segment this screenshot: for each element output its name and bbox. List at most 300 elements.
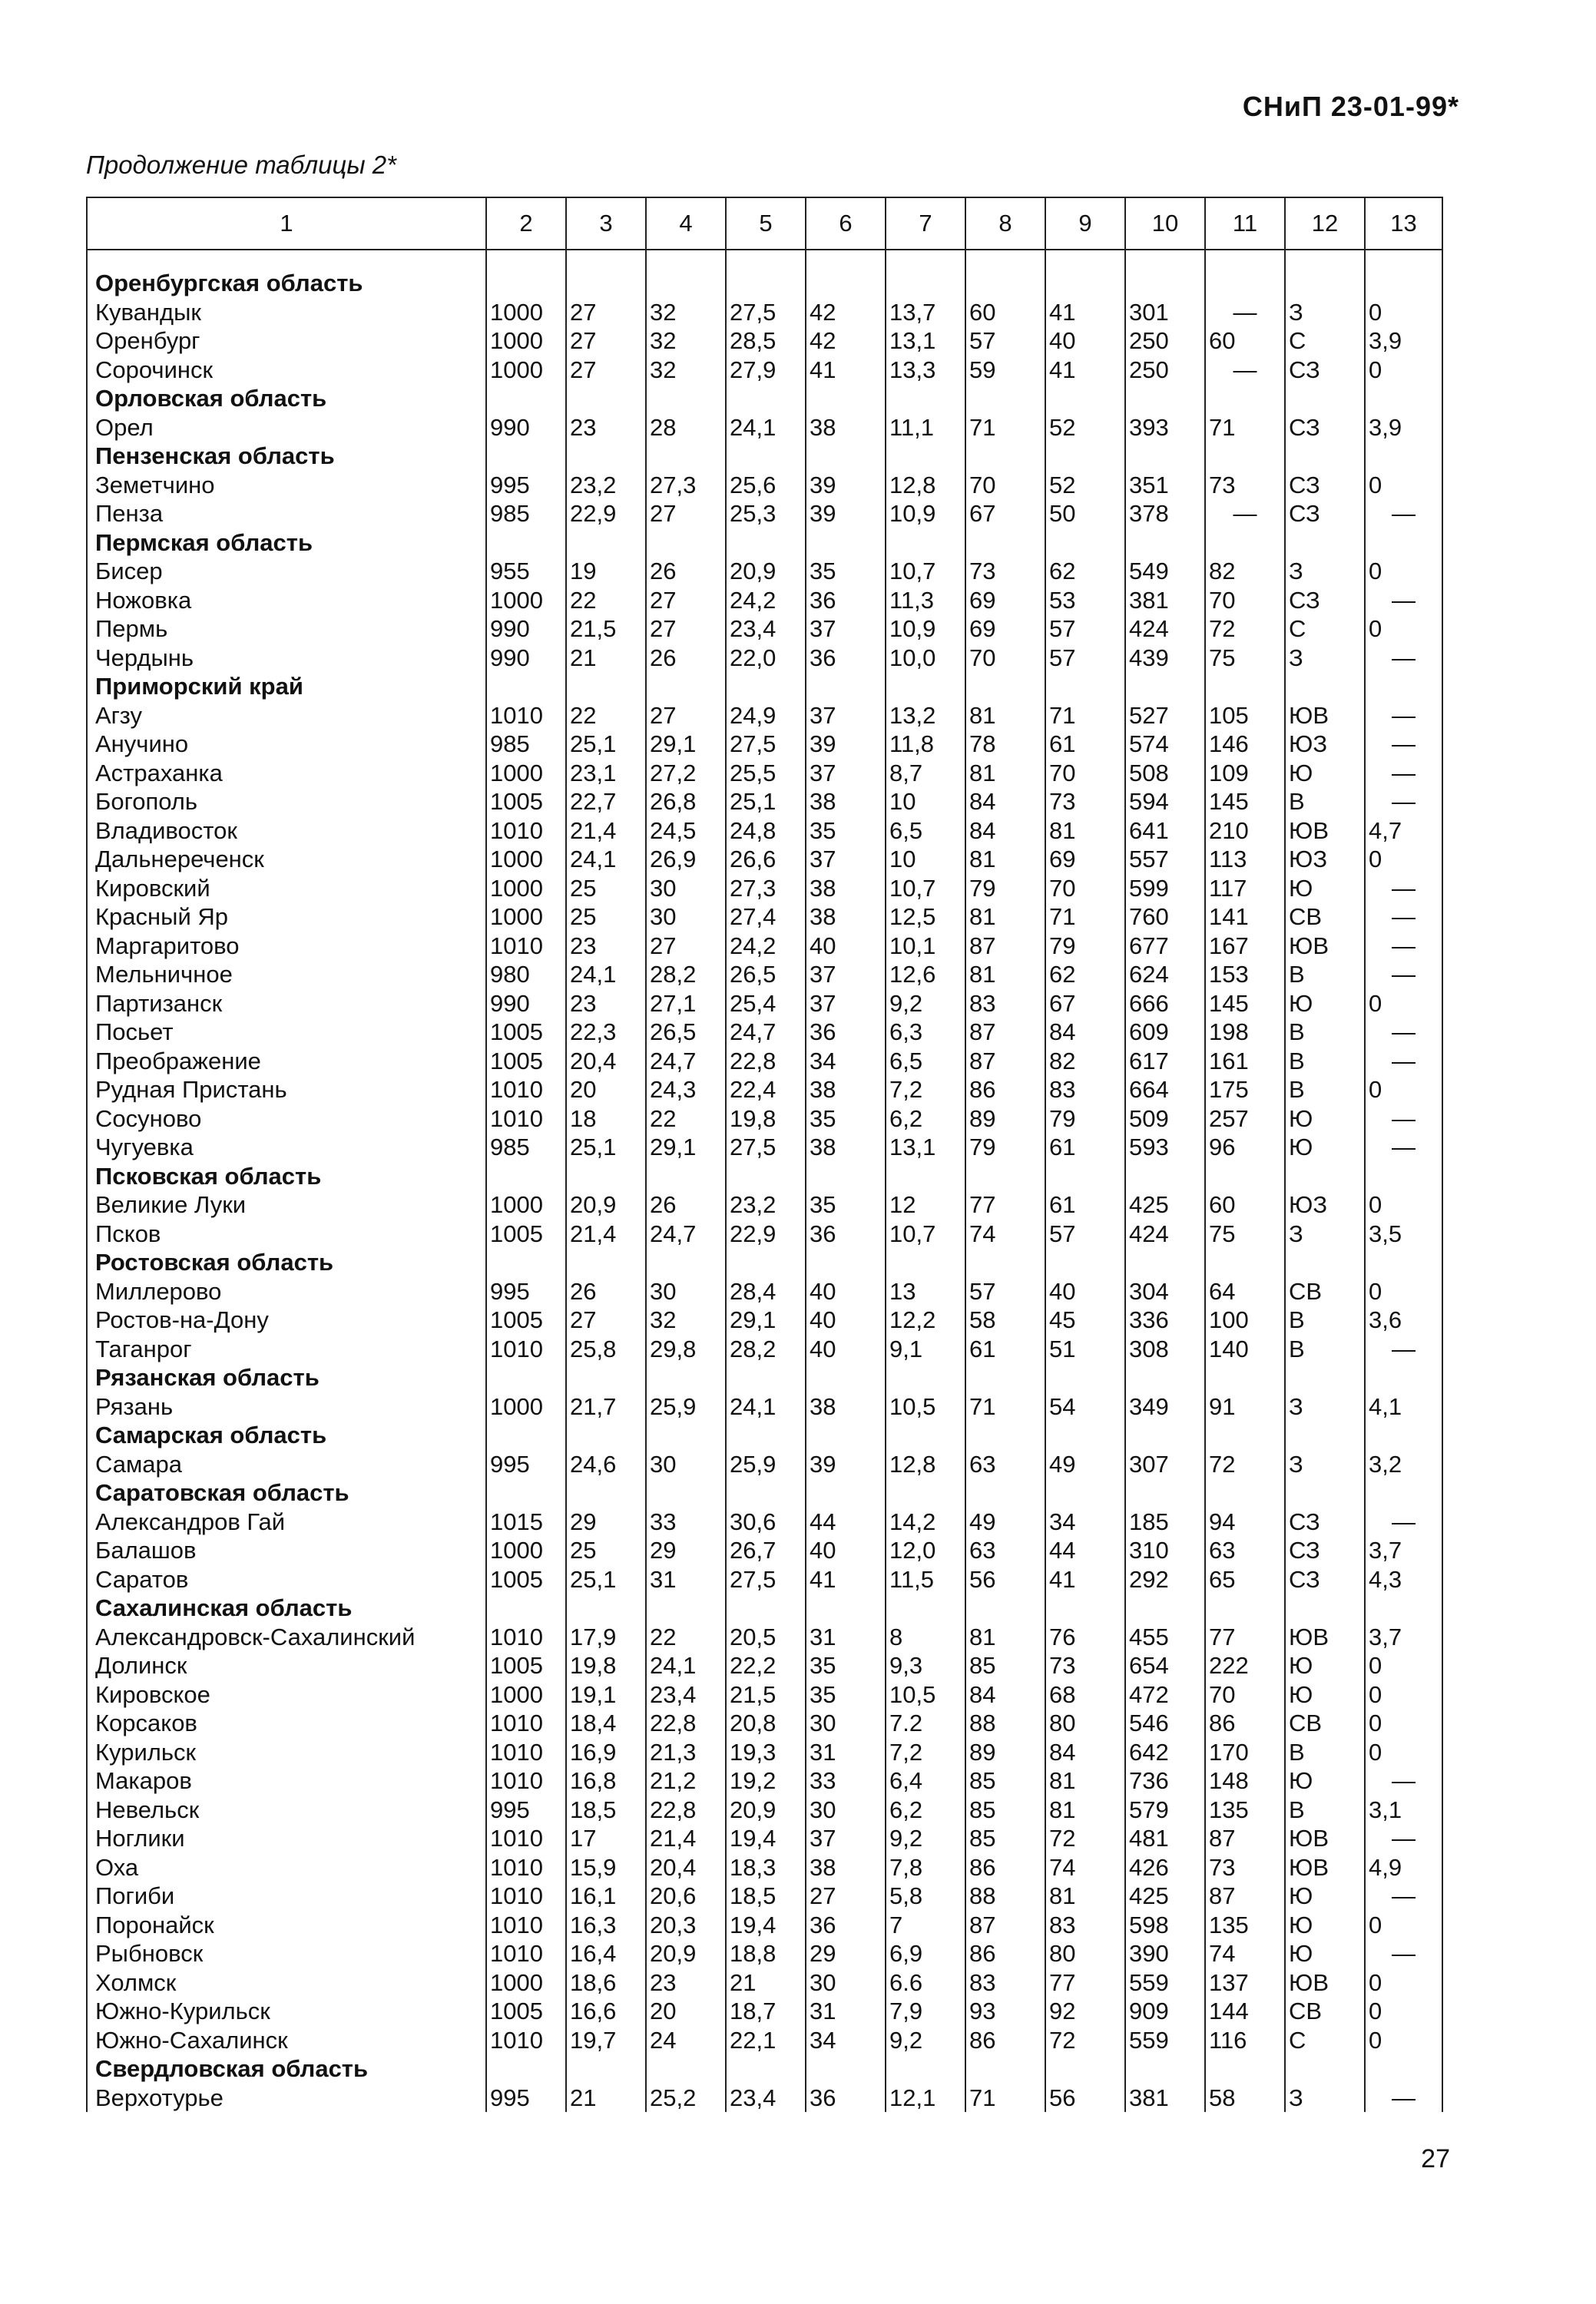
- empty-cell: [1285, 269, 1365, 298]
- empty-cell: [1205, 672, 1285, 701]
- spacer-cell: [646, 250, 726, 269]
- cell-col-11: 113: [1205, 845, 1285, 874]
- cell-col-10: 426: [1125, 1853, 1205, 1882]
- cell-col-11: 71: [1205, 413, 1285, 442]
- cell-col-10: 527: [1125, 701, 1205, 730]
- cell-col-2: 1005: [486, 1565, 566, 1594]
- cell-col-10: 308: [1125, 1335, 1205, 1364]
- empty-cell: [726, 1421, 806, 1450]
- cell-col-5: 23,2: [726, 1190, 806, 1220]
- cell-col-2: 995: [486, 1277, 566, 1306]
- cell-col-12: ЮВ: [1285, 1853, 1365, 1882]
- station-name: Миллерово: [87, 1277, 486, 1306]
- cell-col-13: —: [1365, 874, 1442, 903]
- cell-col-5: 20,9: [726, 557, 806, 586]
- cell-col-7: 9,2: [886, 1824, 965, 1853]
- cell-col-13: 0: [1365, 1911, 1442, 1940]
- empty-cell: [806, 384, 886, 413]
- cell-col-12: Ю: [1285, 1680, 1365, 1710]
- cell-col-12: З: [1285, 557, 1365, 586]
- cell-col-9: 72: [1045, 1824, 1125, 1853]
- cell-col-5: 24,1: [726, 413, 806, 442]
- empty-cell: [486, 1363, 566, 1392]
- cell-col-6: 31: [806, 1623, 886, 1652]
- cell-col-10: 624: [1125, 960, 1205, 989]
- cell-col-10: 594: [1125, 787, 1205, 816]
- cell-col-3: 18: [566, 1104, 646, 1134]
- empty-cell: [566, 2054, 646, 2084]
- cell-col-13: 0: [1365, 471, 1442, 500]
- cell-col-8: 87: [965, 1047, 1045, 1076]
- cell-col-3: 18,4: [566, 1709, 646, 1738]
- station-row: [87, 1824, 1442, 1853]
- station-name: Красный Яр: [87, 902, 486, 932]
- cell-col-11: 167: [1205, 932, 1285, 961]
- cell-col-11: 91: [1205, 1392, 1285, 1422]
- cell-col-2: 1000: [486, 586, 566, 615]
- cell-col-11: 70: [1205, 1680, 1285, 1710]
- station-row: [87, 960, 1442, 989]
- cell-col-12: Ю: [1285, 759, 1365, 788]
- cell-col-3: 21,7: [566, 1392, 646, 1422]
- cell-col-6: 36: [806, 1018, 886, 1047]
- cell-col-9: 83: [1045, 1075, 1125, 1104]
- cell-col-3: 17: [566, 1824, 646, 1853]
- cell-col-11: 75: [1205, 1220, 1285, 1249]
- cell-col-12: Ю: [1285, 1939, 1365, 1968]
- cell-col-5: 25,1: [726, 787, 806, 816]
- cell-col-11: 148: [1205, 1766, 1285, 1796]
- cell-col-3: 16,4: [566, 1939, 646, 1968]
- cell-col-8: 85: [965, 1796, 1045, 1825]
- cell-col-3: 25,8: [566, 1335, 646, 1364]
- cell-col-6: 42: [806, 298, 886, 327]
- station-name: Рязань: [87, 1392, 486, 1422]
- cell-col-13: 4,3: [1365, 1565, 1442, 1594]
- cell-col-4: 29,1: [646, 730, 726, 759]
- cell-col-5: 27,9: [726, 356, 806, 385]
- cell-col-5: 20,5: [726, 1623, 806, 1652]
- station-row: [87, 1968, 1442, 1998]
- cell-col-11: 94: [1205, 1508, 1285, 1537]
- cell-col-2: 985: [486, 1133, 566, 1162]
- cell-col-10: 472: [1125, 1680, 1205, 1710]
- cell-col-5: 18,3: [726, 1853, 806, 1882]
- cell-col-7: 6,5: [886, 816, 965, 846]
- empty-cell: [1125, 2054, 1205, 2084]
- empty-cell: [1205, 269, 1285, 298]
- cell-col-9: 72: [1045, 2026, 1125, 2055]
- cell-col-11: 161: [1205, 1047, 1285, 1076]
- cell-col-10: 250: [1125, 326, 1205, 356]
- empty-cell: [965, 1594, 1045, 1623]
- cell-col-2: 1015: [486, 1508, 566, 1537]
- cell-col-6: 36: [806, 1911, 886, 1940]
- empty-cell: [806, 1478, 886, 1508]
- station-row: [87, 1680, 1442, 1710]
- cell-col-8: 86: [965, 1939, 1045, 1968]
- cell-col-9: 45: [1045, 1306, 1125, 1335]
- cell-col-3: 27: [566, 326, 646, 356]
- empty-cell: [1045, 1421, 1125, 1450]
- cell-col-13: 3,9: [1365, 413, 1442, 442]
- cell-col-4: 26,5: [646, 1018, 726, 1047]
- cell-col-7: 13: [886, 1277, 965, 1306]
- cell-col-10: 549: [1125, 557, 1205, 586]
- cell-col-2: 1010: [486, 1709, 566, 1738]
- cell-col-3: 21,4: [566, 1220, 646, 1249]
- cell-col-3: 27: [566, 298, 646, 327]
- station-name: Ножовка: [87, 586, 486, 615]
- spacer-cell: [965, 250, 1045, 269]
- cell-col-4: 28: [646, 413, 726, 442]
- cell-col-8: 86: [965, 1853, 1045, 1882]
- station-name: Чердынь: [87, 644, 486, 673]
- empty-cell: [1365, 1162, 1442, 1191]
- table-body: [87, 250, 1442, 2112]
- station-row: [87, 1651, 1442, 1680]
- cell-col-7: 10,1: [886, 932, 965, 961]
- empty-cell: [886, 442, 965, 471]
- cell-col-12: ЮВ: [1285, 701, 1365, 730]
- cell-col-5: 30,6: [726, 1508, 806, 1537]
- cell-col-6: 39: [806, 730, 886, 759]
- empty-cell: [486, 528, 566, 558]
- cell-col-3: 16,8: [566, 1766, 646, 1796]
- station-name: Кувандык: [87, 298, 486, 327]
- empty-cell: [886, 2054, 965, 2084]
- cell-col-9: 80: [1045, 1709, 1125, 1738]
- cell-col-7: 6,9: [886, 1939, 965, 1968]
- cell-col-8: 93: [965, 1997, 1045, 2026]
- cell-col-7: 12,6: [886, 960, 965, 989]
- cell-col-12: В: [1285, 787, 1365, 816]
- station-row: [87, 1508, 1442, 1537]
- station-name: Преображение: [87, 1047, 486, 1076]
- cell-col-9: 82: [1045, 1047, 1125, 1076]
- empty-cell: [646, 1162, 726, 1191]
- cell-col-13: —: [1365, 499, 1442, 528]
- cell-col-8: 81: [965, 701, 1045, 730]
- cell-col-10: 609: [1125, 1018, 1205, 1047]
- cell-col-2: 1000: [486, 1968, 566, 1998]
- cell-col-3: 18,6: [566, 1968, 646, 1998]
- empty-cell: [566, 1363, 646, 1392]
- cell-col-8: 81: [965, 759, 1045, 788]
- cell-col-7: 10,0: [886, 644, 965, 673]
- region-row: [87, 384, 1442, 413]
- station-row: [87, 1450, 1442, 1479]
- cell-col-5: 22,9: [726, 1220, 806, 1249]
- cell-col-12: В: [1285, 1075, 1365, 1104]
- cell-col-13: 0: [1365, 614, 1442, 644]
- cell-col-11: 63: [1205, 1536, 1285, 1565]
- empty-cell: [1045, 442, 1125, 471]
- cell-col-9: 83: [1045, 1911, 1125, 1940]
- cell-col-4: 30: [646, 1277, 726, 1306]
- cell-col-5: 24,2: [726, 586, 806, 615]
- cell-col-6: 37: [806, 614, 886, 644]
- cell-col-6: 31: [806, 1997, 886, 2026]
- cell-col-11: 145: [1205, 787, 1285, 816]
- station-row: [87, 499, 1442, 528]
- station-name: Погиби: [87, 1882, 486, 1911]
- region-name: Орловская область: [87, 384, 486, 413]
- station-row: [87, 1853, 1442, 1882]
- cell-col-12: СЗ: [1285, 1565, 1365, 1594]
- empty-cell: [1285, 442, 1365, 471]
- cell-col-13: —: [1365, 902, 1442, 932]
- cell-col-11: 145: [1205, 989, 1285, 1018]
- cell-col-4: 26: [646, 644, 726, 673]
- cell-col-10: 424: [1125, 1220, 1205, 1249]
- cell-col-8: 81: [965, 845, 1045, 874]
- cell-col-4: 23: [646, 1968, 726, 1998]
- cell-col-4: 24,7: [646, 1220, 726, 1249]
- station-row: [87, 1536, 1442, 1565]
- cell-col-9: 92: [1045, 1997, 1125, 2026]
- cell-col-10: 310: [1125, 1536, 1205, 1565]
- cell-col-9: 84: [1045, 1018, 1125, 1047]
- cell-col-8: 61: [965, 1335, 1045, 1364]
- cell-col-11: 75: [1205, 644, 1285, 673]
- cell-col-10: 481: [1125, 1824, 1205, 1853]
- cell-col-4: 30: [646, 902, 726, 932]
- column-header-9: 9: [1045, 197, 1125, 250]
- region-row: [87, 1478, 1442, 1508]
- cell-col-8: 49: [965, 1508, 1045, 1537]
- empty-cell: [1125, 672, 1205, 701]
- cell-col-5: 25,5: [726, 759, 806, 788]
- empty-cell: [965, 269, 1045, 298]
- cell-col-10: 666: [1125, 989, 1205, 1018]
- cell-col-2: 1010: [486, 1766, 566, 1796]
- cell-col-5: 22,0: [726, 644, 806, 673]
- cell-col-12: СВ: [1285, 1277, 1365, 1306]
- cell-col-8: 71: [965, 1392, 1045, 1422]
- region-row: [87, 269, 1442, 298]
- empty-cell: [646, 528, 726, 558]
- station-row: [87, 759, 1442, 788]
- station-row: [87, 989, 1442, 1018]
- cell-col-5: 18,5: [726, 1882, 806, 1911]
- cell-col-9: 57: [1045, 614, 1125, 644]
- column-header-2: 2: [486, 197, 566, 250]
- cell-col-3: 22: [566, 701, 646, 730]
- cell-col-5: 19,3: [726, 1738, 806, 1767]
- cell-col-5: 24,2: [726, 932, 806, 961]
- cell-col-12: В: [1285, 1306, 1365, 1335]
- cell-col-12: З: [1285, 1450, 1365, 1479]
- station-row: [87, 1565, 1442, 1594]
- empty-cell: [1045, 2054, 1125, 2084]
- cell-col-4: 26,9: [646, 845, 726, 874]
- empty-cell: [1205, 2054, 1285, 2084]
- column-header-5: 5: [726, 197, 806, 250]
- cell-col-8: 81: [965, 960, 1045, 989]
- cell-col-4: 27,3: [646, 471, 726, 500]
- cell-col-11: 96: [1205, 1133, 1285, 1162]
- cell-col-3: 23,2: [566, 471, 646, 500]
- cell-col-2: 1000: [486, 845, 566, 874]
- empty-cell: [726, 2054, 806, 2084]
- cell-col-11: 100: [1205, 1306, 1285, 1335]
- cell-col-6: 41: [806, 356, 886, 385]
- empty-cell: [646, 1248, 726, 1277]
- cell-col-12: Ю: [1285, 1104, 1365, 1134]
- region-name: Оренбургская область: [87, 269, 486, 298]
- station-name: Оренбург: [87, 326, 486, 356]
- cell-col-9: 70: [1045, 759, 1125, 788]
- cell-col-2: 1000: [486, 326, 566, 356]
- cell-col-12: С: [1285, 614, 1365, 644]
- cell-col-9: 40: [1045, 1277, 1125, 1306]
- region-name: Пензенская область: [87, 442, 486, 471]
- cell-col-6: 40: [806, 932, 886, 961]
- cell-col-13: —: [1365, 787, 1442, 816]
- cell-col-7: 13,1: [886, 326, 965, 356]
- empty-cell: [1365, 1594, 1442, 1623]
- station-name: Макаров: [87, 1766, 486, 1796]
- station-name: Сорочинск: [87, 356, 486, 385]
- cell-col-2: 1010: [486, 1075, 566, 1104]
- empty-cell: [806, 672, 886, 701]
- station-row: [87, 557, 1442, 586]
- cell-col-9: 81: [1045, 1766, 1125, 1796]
- empty-cell: [726, 1594, 806, 1623]
- cell-col-8: 73: [965, 557, 1045, 586]
- empty-cell: [806, 269, 886, 298]
- empty-cell: [1205, 1478, 1285, 1508]
- station-row: [87, 1796, 1442, 1825]
- cell-col-11: 72: [1205, 1450, 1285, 1479]
- cell-col-12: З: [1285, 2084, 1365, 2113]
- cell-col-3: 22,9: [566, 499, 646, 528]
- region-row: [87, 1594, 1442, 1623]
- station-row: [87, 932, 1442, 961]
- cell-col-12: В: [1285, 1047, 1365, 1076]
- empty-cell: [486, 442, 566, 471]
- cell-col-8: 87: [965, 932, 1045, 961]
- empty-cell: [965, 672, 1045, 701]
- cell-col-4: 20,4: [646, 1853, 726, 1882]
- cell-col-12: В: [1285, 1335, 1365, 1364]
- spacer-cell: [726, 250, 806, 269]
- cell-col-10: 641: [1125, 816, 1205, 846]
- cell-col-8: 87: [965, 1018, 1045, 1047]
- cell-col-12: ЮВ: [1285, 1824, 1365, 1853]
- station-name: Анучино: [87, 730, 486, 759]
- region-row: [87, 672, 1442, 701]
- cell-col-10: 393: [1125, 413, 1205, 442]
- cell-col-4: 22,8: [646, 1796, 726, 1825]
- empty-cell: [646, 384, 726, 413]
- cell-col-7: 12,8: [886, 1450, 965, 1479]
- cell-col-7: 10,5: [886, 1392, 965, 1422]
- cell-col-10: 736: [1125, 1766, 1205, 1796]
- cell-col-8: 89: [965, 1738, 1045, 1767]
- cell-col-3: 26: [566, 1277, 646, 1306]
- cell-col-11: 70: [1205, 586, 1285, 615]
- cell-col-5: 20,9: [726, 1796, 806, 1825]
- cell-col-12: СЗ: [1285, 1536, 1365, 1565]
- empty-cell: [1365, 1248, 1442, 1277]
- empty-cell: [726, 1248, 806, 1277]
- empty-cell: [1365, 269, 1442, 298]
- cell-col-4: 24,3: [646, 1075, 726, 1104]
- cell-col-3: 20,4: [566, 1047, 646, 1076]
- empty-cell: [486, 1421, 566, 1450]
- empty-cell: [806, 1421, 886, 1450]
- cell-col-4: 32: [646, 1306, 726, 1335]
- cell-col-6: 36: [806, 586, 886, 615]
- cell-col-9: 68: [1045, 1680, 1125, 1710]
- empty-cell: [646, 1363, 726, 1392]
- cell-col-7: 11,5: [886, 1565, 965, 1594]
- cell-col-6: 38: [806, 1392, 886, 1422]
- cell-col-8: 59: [965, 356, 1045, 385]
- cell-col-13: —: [1365, 1766, 1442, 1796]
- cell-col-6: 30: [806, 1968, 886, 1998]
- station-row: [87, 1623, 1442, 1652]
- cell-col-2: 1010: [486, 1824, 566, 1853]
- cell-col-3: 27: [566, 356, 646, 385]
- empty-cell: [1365, 1363, 1442, 1392]
- empty-cell: [566, 384, 646, 413]
- cell-col-3: 15,9: [566, 1853, 646, 1882]
- cell-col-6: 35: [806, 1104, 886, 1134]
- cell-col-4: 22: [646, 1104, 726, 1134]
- station-name: Сосуново: [87, 1104, 486, 1134]
- climate-table: [86, 197, 1443, 2112]
- cell-col-6: 30: [806, 1709, 886, 1738]
- cell-col-2: 990: [486, 644, 566, 673]
- cell-col-8: 84: [965, 787, 1045, 816]
- empty-cell: [1205, 528, 1285, 558]
- region-row: [87, 2054, 1442, 2084]
- cell-col-13: 0: [1365, 1968, 1442, 1998]
- cell-col-10: 559: [1125, 1968, 1205, 1998]
- cell-col-7: 6,2: [886, 1104, 965, 1134]
- cell-col-10: 381: [1125, 2084, 1205, 2113]
- station-name: Ноглики: [87, 1824, 486, 1853]
- cell-col-13: —: [1365, 1047, 1442, 1076]
- cell-col-6: 37: [806, 960, 886, 989]
- station-name: Александровск-Сахалинский: [87, 1623, 486, 1652]
- cell-col-13: 0: [1365, 1680, 1442, 1710]
- cell-col-10: 617: [1125, 1047, 1205, 1076]
- cell-col-2: 995: [486, 1796, 566, 1825]
- cell-col-6: 35: [806, 557, 886, 586]
- cell-col-3: 25,1: [566, 1133, 646, 1162]
- cell-col-13: 0: [1365, 356, 1442, 385]
- cell-col-7: 7: [886, 1911, 965, 1940]
- empty-cell: [1125, 1478, 1205, 1508]
- cell-col-13: 0: [1365, 845, 1442, 874]
- cell-col-12: ЮЗ: [1285, 845, 1365, 874]
- empty-cell: [1365, 442, 1442, 471]
- cell-col-10: 301: [1125, 298, 1205, 327]
- station-name: Дальнереченск: [87, 845, 486, 874]
- cell-col-10: 378: [1125, 499, 1205, 528]
- cell-col-5: 25,9: [726, 1450, 806, 1479]
- cell-col-12: Ю: [1285, 1882, 1365, 1911]
- cell-col-11: —: [1205, 356, 1285, 385]
- station-name: Холмск: [87, 1968, 486, 1998]
- cell-col-3: 19,7: [566, 2026, 646, 2055]
- cell-col-2: 995: [486, 2084, 566, 2113]
- cell-col-3: 16,9: [566, 1738, 646, 1767]
